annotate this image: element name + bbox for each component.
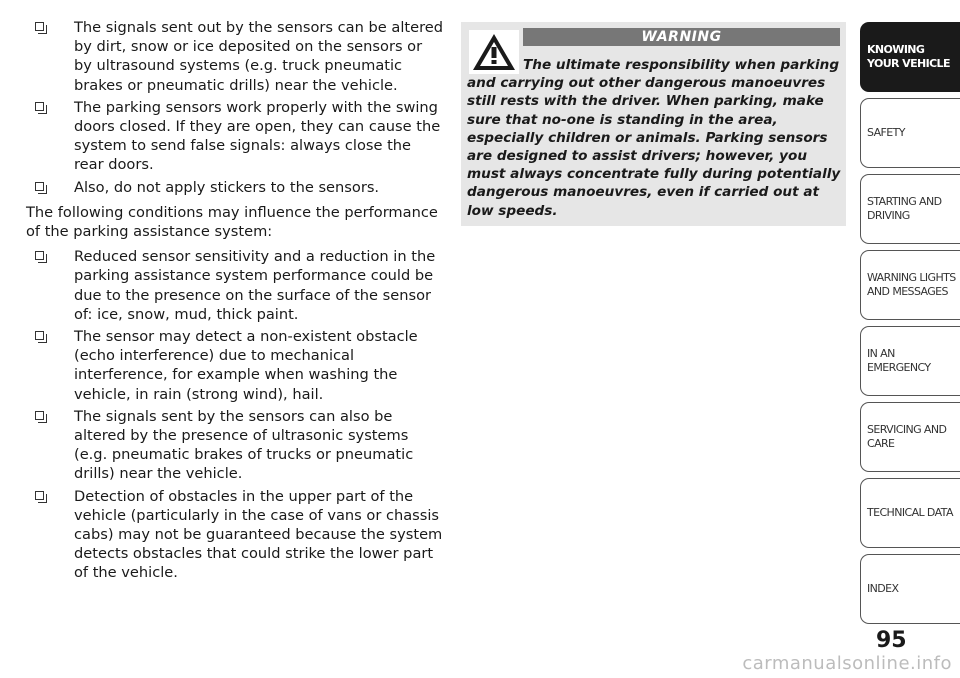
tab-index[interactable]: INDEX <box>860 554 960 624</box>
warning-text: The ultimate responsibility when parking and carrying out other dangerous manoeuvres still rests with the driver. When parking, make sure that no-one is standing in the area, especially children or animals. Parking sensors are designed to assist drivers; however, you must always concentrate fully during potentially dangerous manoeuvres, even if carried out at low speeds. <box>467 57 841 219</box>
warning-box <box>461 22 846 226</box>
main-text-column <box>26 18 444 586</box>
chapter-tabs <box>860 22 960 630</box>
tab-servicing-and-care[interactable]: SERVICING AND CARE <box>860 402 960 472</box>
bullet-item: The parking sensors work properly with the swing doors closed. If they are open, they can cause the system to send false signals: always close the rear doors. <box>26 98 444 175</box>
checkbox-bullet-icon <box>35 251 44 260</box>
checkbox-bullet-icon <box>35 22 44 31</box>
checkbox-bullet-icon <box>35 491 44 500</box>
page-number: 95 <box>876 628 907 653</box>
bullet-item: The signals sent by the sensors can also be altered by the presence of ultrasonic systems (e.g. pneumatic brakes of trucks or pneumatic drills) near the vehicle. <box>26 407 444 484</box>
checkbox-bullet-icon <box>35 411 44 420</box>
bullet-item: The sensor may detect a non-existent obstacle (echo interference) due to mechanical interference, for example when washing the vehicle, in rain (strong wind), hail. <box>26 327 444 404</box>
bullet-item: The signals sent out by the sensors can be altered by dirt, snow or ice deposited on the sensors or by ultrasound systems (e.g. truck pneumatic brakes or pneumatic drills) near the vehicle. <box>26 18 444 95</box>
checkbox-bullet-icon <box>35 331 44 340</box>
watermark: carmanualsonline.info <box>742 653 952 674</box>
warning-title: WARNING <box>523 28 840 46</box>
tab-warning-lights-and-messages[interactable]: WARNING LIGHTS AND MESSAGES <box>860 250 960 320</box>
intro-paragraph: The following conditions may influence the performance of the parking assistance system: <box>26 203 438 241</box>
tab-starting-and-driving[interactable]: STARTING AND DRIVING <box>860 174 960 244</box>
checkbox-bullet-icon <box>35 182 44 191</box>
checkbox-bullet-icon <box>35 102 44 111</box>
tab-safety[interactable]: SAFETY <box>860 98 960 168</box>
tab-knowing-your-vehicle[interactable]: KNOWING YOUR VEHICLE <box>860 22 960 92</box>
bullet-item: Reduced sensor sensitivity and a reduction in the parking assistance system performance could be due to the presence on the surface of the sensor of: ice, snow, mud, thick paint. <box>26 247 444 324</box>
tab-in-an-emergency[interactable]: IN AN EMERGENCY <box>860 326 960 396</box>
bullet-item: Detection of obstacles in the upper part of the vehicle (particularly in the case of vans or chassis cabs) may not be guaranteed because the system detects obstacles that could strike the lower part of the vehicle. <box>26 487 444 583</box>
bullet-item: Also, do not apply stickers to the sensors. <box>26 178 444 197</box>
tab-technical-data[interactable]: TECHNICAL DATA <box>860 478 960 548</box>
